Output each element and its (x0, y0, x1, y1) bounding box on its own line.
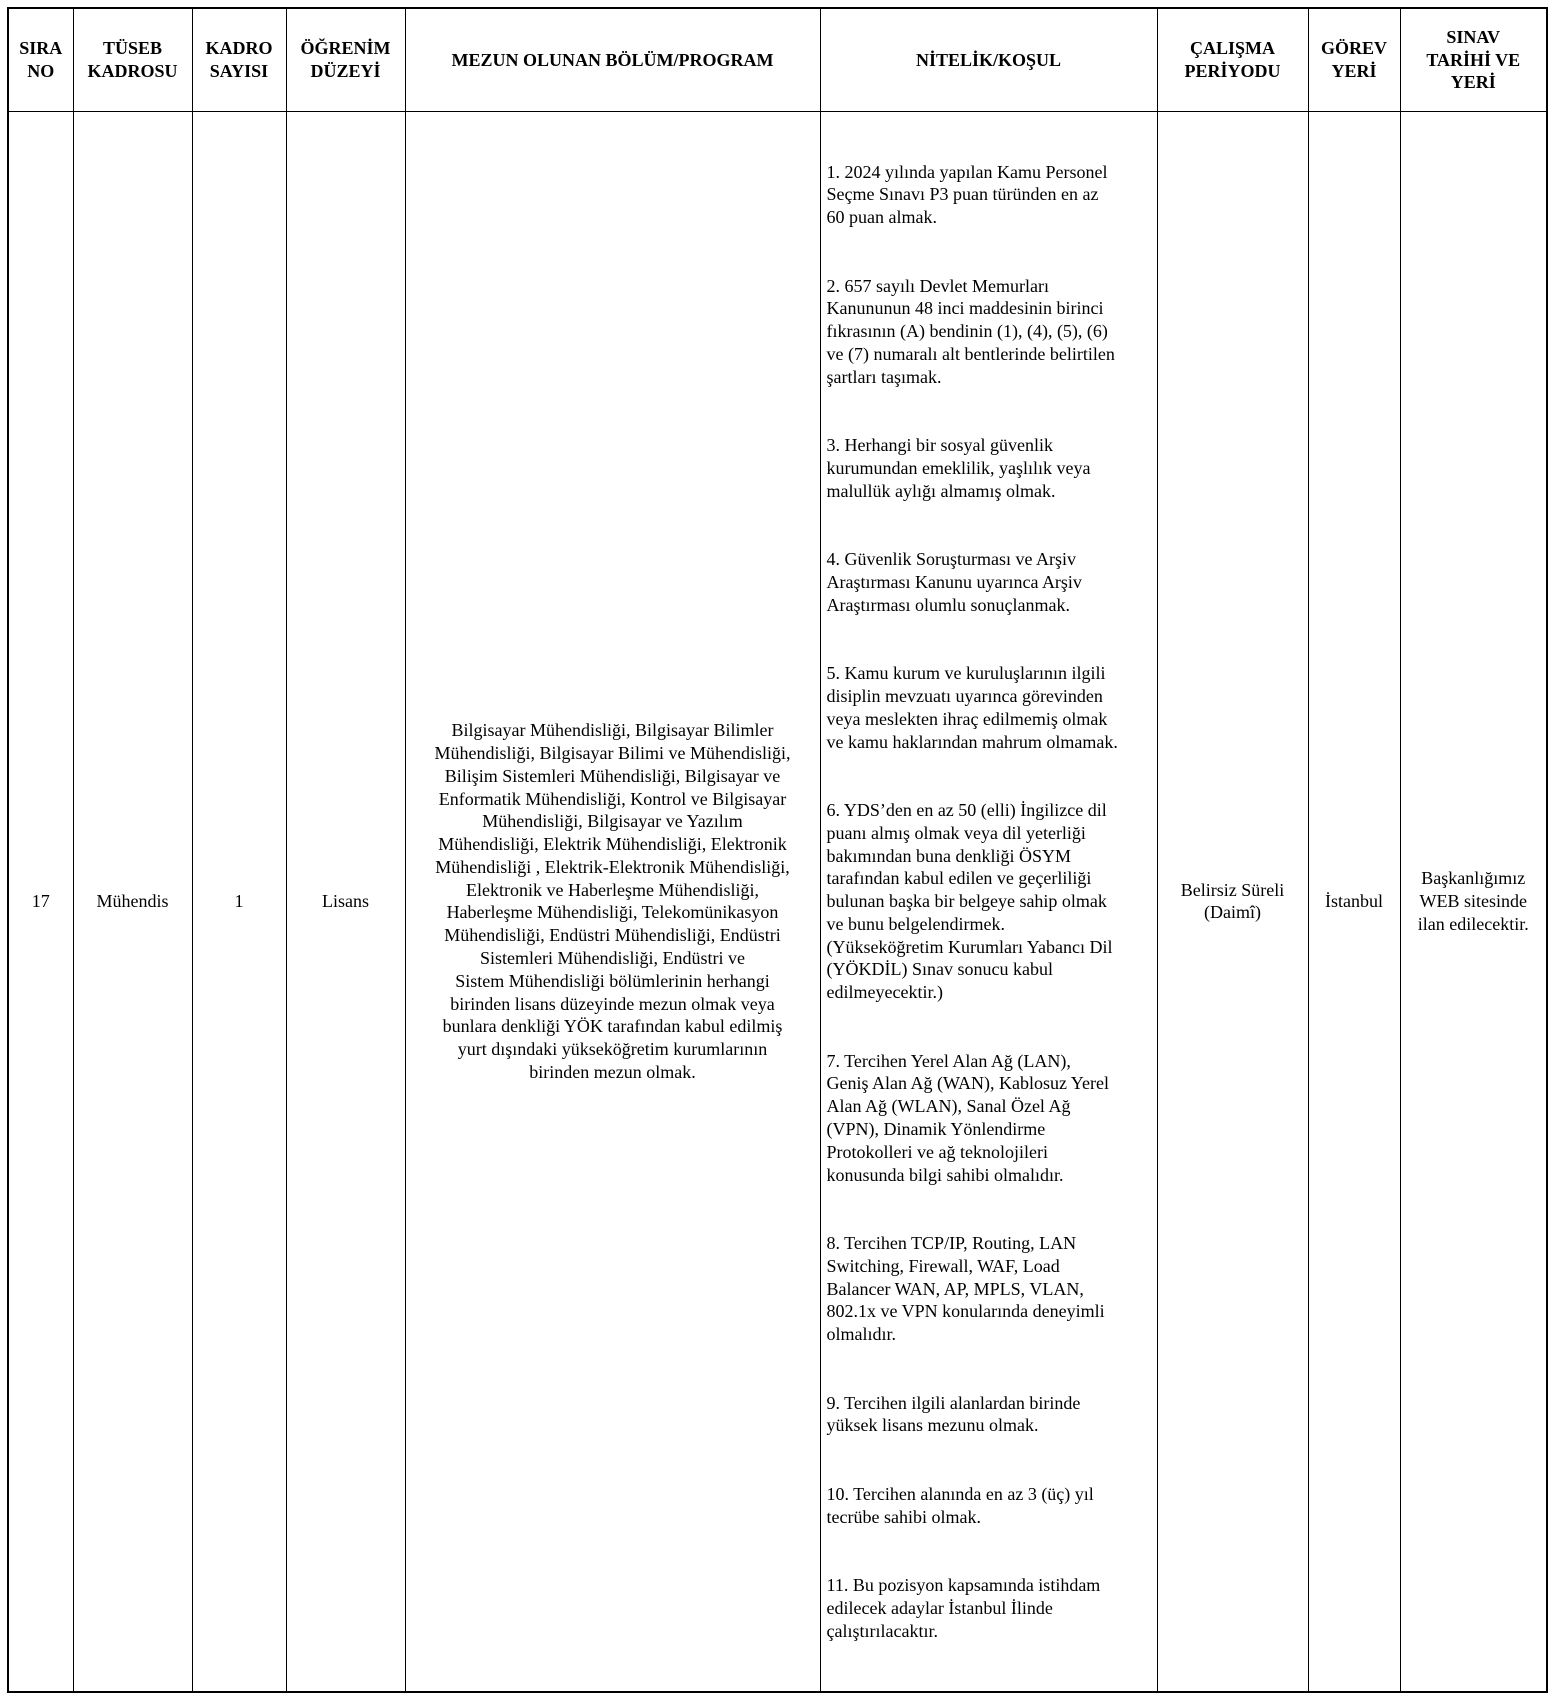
kadro-cell: Mühendis (73, 112, 192, 1692)
table-row (8, 112, 1547, 1692)
job-posting-table (7, 7, 1548, 1693)
mezun-bolum-cell: Bilgisayar Mühendisliği, Bilgisayar Bilimler Mühendisliği, Bilgisayar Bilimi ve Mühendisliği, Bilişim Sistemleri Mühendisliği, Bilgisayar ve Enformatik Mühendisliği, Kontrol ve Bilgisayar Mühendisliği, Bilgisayar ve Yazılım Mühendisliği, Elektrik Mühendisliği, Elektronik Mühendisliği , Elektrik-Elektronik Mühendisliği, Elektronik ve Haberleşme Mühendisliği, Haberleşme Mühendisliği, Telekomünikasyon Mühendisliği, Endüstri Mühendisliği, Endüstri Sistemleri Mühendisliği, Endüstri ve Sistem Mühendisliği bölümlerinin herhangi birinden lisans düzeyinde mezun olmak veya bunlara denkliği YÖK tarafından kabul edilmiş yurt dışındaki yükseköğretim kurumlarının birinden mezun olmak. (405, 112, 820, 1692)
nitelik-item: 4. Güvenlik Soruşturması ve Arşiv Araştırması Kanunu uyarınca Arşiv Araştırması olumlu sonuçlanmak. (826, 549, 1082, 615)
nitelik-item: 6. YDS’den en az 50 (elli) İngilizce dil puanı almış olmak veya dil yeterliği bakımından buna denkliği ÖSYM tarafından kabul edilen ve geçerliliği bulunan başka bir belgeye sahip olmak ve bunu belgelendirmek. (Yükseköğretim Kurumları Yabancı Dil (YÖKDİL) Sınav sonucu kabul edilmeyecektir.) (826, 799, 1113, 1003)
nitelik-item: 2. 657 sayılı Devlet Memurları Kanununun 48 inci maddesinin birinci fıkrasının (A) bendinin (1), (4), (5), (6) ve (7) numaralı alt bentlerinde belirtilen şartları taşımak. (826, 275, 1115, 387)
nitelik-item: 7. Tercihen Yerel Alan Ağ (LAN), Geniş Alan Ağ (WAN), Kablosuz Yerel Alan Ağ (WLAN), Sanal Özel Ağ (VPN), Dinamik Yönlendirme Protokolleri ve ağ teknolojileri konusunda bilgi sahibi olmalıdır. (826, 1050, 1109, 1185)
nitelik-item: 9. Tercihen ilgili alanlardan birinde yüksek lisans mezunu olmak. (826, 1392, 1081, 1436)
header-row (8, 8, 1547, 112)
header-kadro-sayisi: KADRO SAYISI (192, 8, 286, 112)
nitelik-item: 11. Bu pozisyon kapsamında istihdam edilecek adaylar İstanbul İlinde çalıştırılacaktır. (826, 1575, 1101, 1641)
header-ogrenim-duzeyi: ÖĞRENİM DÜZEYİ (286, 8, 405, 112)
nitelik-item: 8. Tercihen TCP/IP, Routing, LAN Switching, Firewall, WAF, Load Balancer WAN, AP, MPLS, VLAN, 802.1x ve VPN konularında deneyimli olmalıdır. (826, 1233, 1105, 1345)
header-gorev-yeri: GÖREV YERİ (1308, 8, 1400, 112)
header-calisma-periyodu: ÇALIŞMA PERİYODU (1157, 8, 1308, 112)
nitelik-item: 1. 2024 yılında yapılan Kamu Personel Seçme Sınavı P3 puan türünden en az 60 puan almak. (826, 161, 1108, 228)
ogrenim-duzeyi-cell: Lisans (286, 112, 405, 1692)
header-sinav-tarihi: SINAV TARİHİ VE YERİ (1400, 8, 1547, 112)
sira-no-cell: 17 (8, 112, 73, 1692)
header-tuseb-kadrosu: TÜSEB KADROSU (73, 8, 192, 112)
kadro-sayisi-cell: 1 (192, 112, 286, 1692)
calisma-periyodu-cell: Belirsiz Süreli (Daimî) (1157, 112, 1308, 1692)
header-mezun-bolum: MEZUN OLUNAN BÖLÜM/PROGRAM (405, 8, 820, 112)
nitelik-item: 5. Kamu kurum ve kuruluşlarının ilgili disiplin mevzuatı uyarınca görevinden veya meslekten ihraç edilmemiş olmak ve kamu haklarından mahrum olmamak. (826, 663, 1118, 752)
gorev-yeri-cell: İstanbul (1308, 112, 1400, 1692)
nitelik-item: 3. Herhangi bir sosyal güvenlik kurumundan emeklilik, yaşlılık veya malullük aylığı almamış olmak. (826, 435, 1091, 501)
header-nitelik-kosul: NİTELİK/KOŞUL (820, 8, 1157, 112)
sinav-tarihi-cell: Başkanlığımız WEB sitesinde ilan edilecektir. (1400, 112, 1547, 1692)
nitelik-item: 10. Tercihen alanında en az 3 (üç) yıl tecrübe sahibi olmak. (826, 1483, 1094, 1527)
header-sira-no: SIRA NO (8, 8, 73, 112)
nitelik-cell (820, 112, 1157, 1692)
